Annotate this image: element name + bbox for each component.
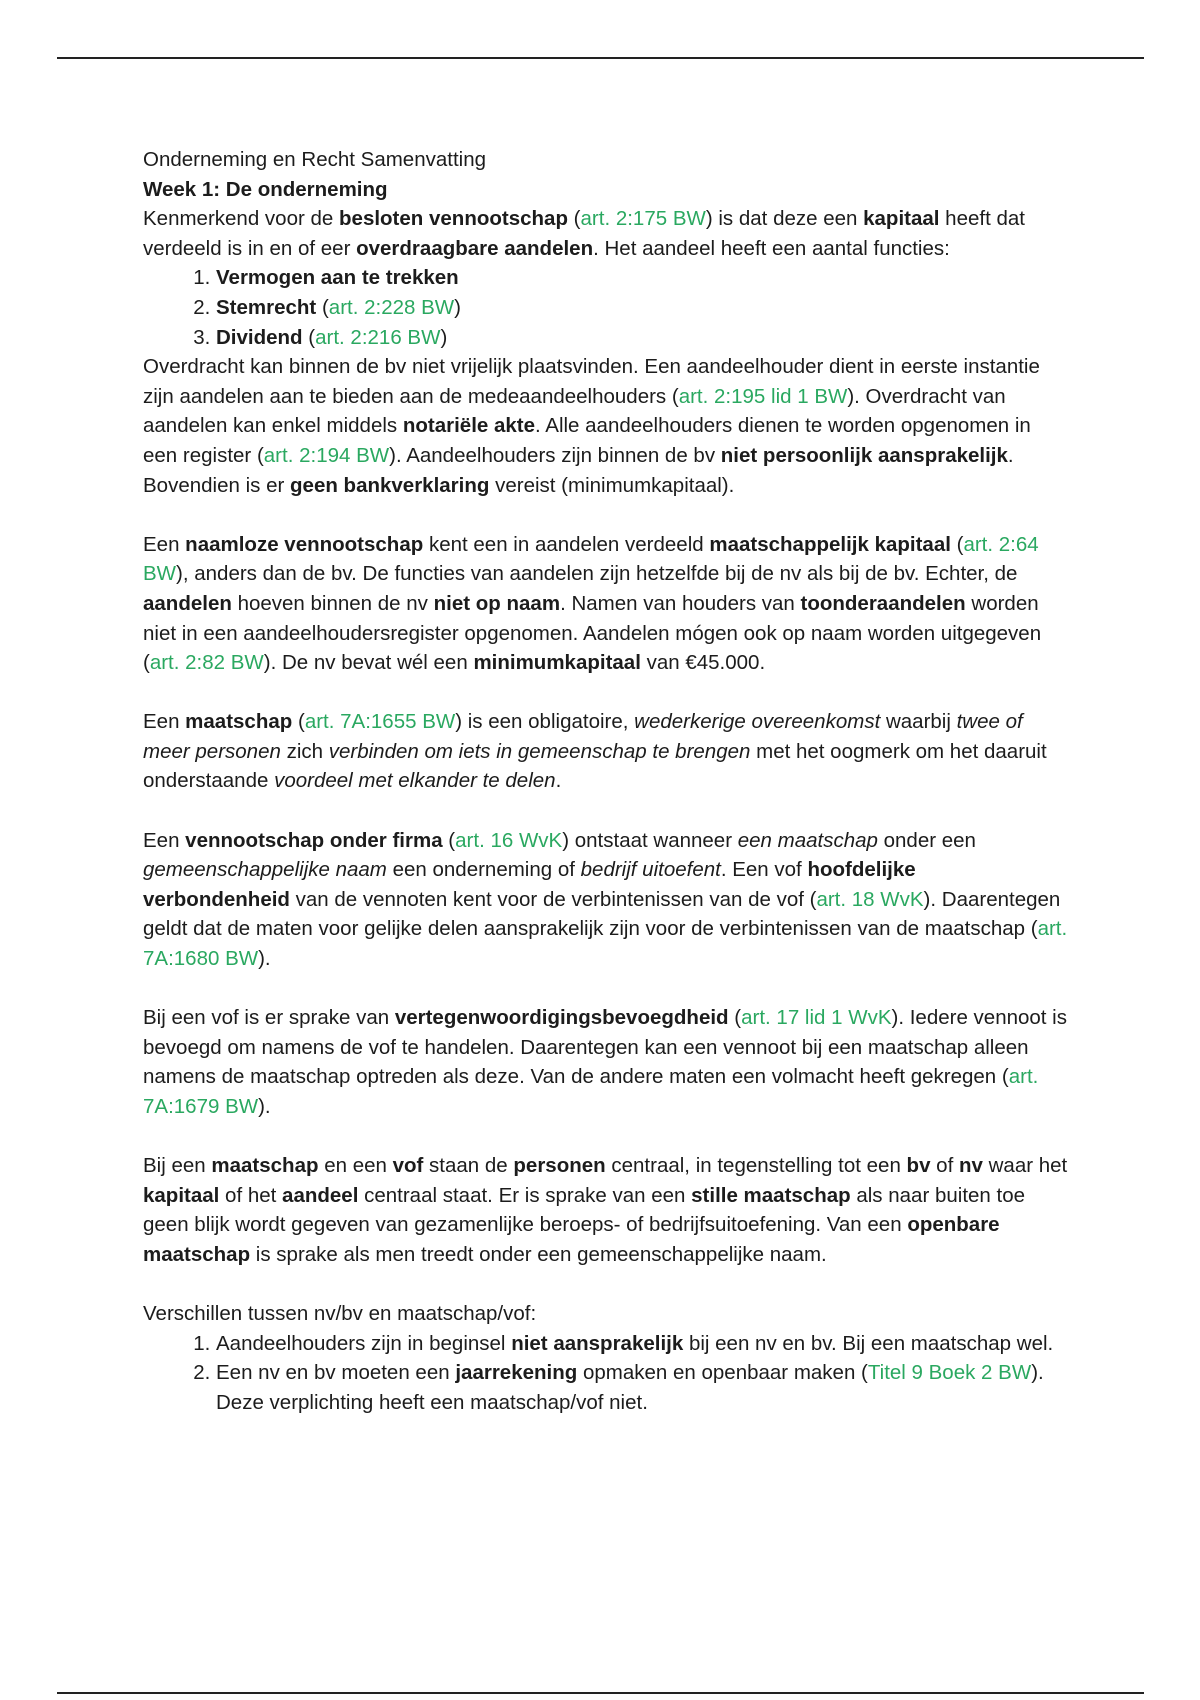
- text-run: heeft dat verdeeld is in en of eer: [143, 207, 1025, 260]
- law-reference: art. 2:216 BW: [315, 325, 441, 349]
- bold-term: bv: [906, 1154, 931, 1178]
- list-item: [216, 1329, 1068, 1359]
- text-run: bij een nv en bv. Bij een maatschap wel.: [683, 1331, 1054, 1355]
- text-run: ). Daarentegen geldt dat de maten voor gelijke delen aansprakelijk zijn voor de verbintenissen van de maatschap (: [143, 887, 1061, 941]
- bold-term: Vermogen aan te trekken: [216, 266, 459, 290]
- bold-term: Stemrecht: [216, 295, 317, 319]
- week-heading-text: Week 1: De onderneming: [143, 177, 388, 201]
- law-reference: art. 2:175 BW: [580, 207, 706, 231]
- italic-term: twee of meer personen: [143, 710, 1023, 763]
- footer-rule: [57, 1692, 1144, 1694]
- text-run: .: [555, 769, 562, 793]
- text-run: Aandeelhouders zijn in beginsel: [216, 1331, 512, 1355]
- text-run: (: [442, 828, 456, 852]
- law-reference: art. 17 lid 1 WvK: [741, 1006, 892, 1030]
- text-run: ) is een obligatoire,: [455, 710, 635, 734]
- text-run: . Het aandeel heeft een aantal functies:: [593, 236, 950, 260]
- text-run: (: [302, 325, 316, 349]
- text-run: Bij een vof is er sprake van: [143, 1006, 395, 1030]
- document-title: Onderneming en Recht Samenvatting: [143, 148, 487, 171]
- text-run: ). Deze verplichting heeft een maatschap/vof niet.: [216, 1361, 1044, 1414]
- text-run: ). Aandeelhouders zijn binnen de bv: [389, 443, 721, 467]
- text-run: . Een vof: [720, 858, 808, 882]
- bold-term: overdraagbare aandelen: [356, 236, 594, 260]
- text-run: met het oogmerk om het daaruit onderstaande: [143, 739, 1047, 793]
- text-run: centraal, in tegenstelling tot een: [605, 1154, 907, 1178]
- bold-term: Dividend: [216, 325, 303, 349]
- paragraph-gap: [143, 1122, 1068, 1152]
- law-reference: art. 7A:1655 BW: [304, 710, 456, 734]
- law-reference: art. 16 WvK: [455, 828, 563, 852]
- bold-term: minimumkapitaal: [473, 651, 641, 675]
- text-run: ) is dat deze een: [705, 207, 864, 231]
- bold-term: vertegenwoordigingsbevoegdheid: [394, 1006, 729, 1030]
- text-run: (: [728, 1006, 742, 1030]
- paragraph-vertegenwoordiging: [143, 1003, 1068, 1121]
- text-run: staan de: [423, 1154, 514, 1178]
- list-item: [216, 1358, 1068, 1417]
- paragraph-gap: [143, 974, 1068, 1004]
- text-run: Overdracht kan binnen de bv niet vrijelijk plaatsvinden. Een aandeelhouder dient in eerste instantie zijn aandelen aan te bieden aan de medeaandeelhouders (: [143, 355, 1040, 408]
- text-run: . Alle aandeelhouders dienen te worden opgenomen in een register (: [143, 414, 1031, 467]
- italic-term: bedrijf uitoefent: [580, 858, 721, 882]
- text-run: is sprake als men treedt onder een gemeenschappelijke naam.: [250, 1242, 827, 1266]
- text-run: ): [454, 295, 461, 319]
- text-run: en een: [318, 1154, 393, 1178]
- bold-term: vennootschap onder firma: [185, 828, 443, 852]
- text-run: van €45.000.: [640, 651, 766, 675]
- law-reference: art. 2:82 BW: [149, 651, 264, 675]
- law-reference: art. 7A:1680 BW: [143, 917, 1068, 971]
- bold-term: toonderaandelen: [800, 591, 966, 615]
- share-functions-list: [143, 263, 1068, 352]
- text-run: Een: [143, 710, 186, 734]
- bold-term: maatschappelijk kapitaal: [709, 532, 951, 556]
- text-run: ). De nv bevat wél een: [263, 651, 474, 675]
- text-run: ): [440, 325, 448, 349]
- text-run: onder een: [877, 828, 976, 852]
- paragraph-gap: [143, 500, 1068, 530]
- document-body: [143, 145, 1068, 1418]
- bold-term: niet persoonlijk aansprakelijk: [720, 443, 1008, 467]
- bold-term: jaarrekening: [455, 1361, 578, 1385]
- bold-term: kapitaal: [143, 1183, 220, 1207]
- text-run: hoeven binnen de nv: [231, 591, 434, 615]
- bold-term: personen: [513, 1154, 606, 1178]
- paragraph-gap: [143, 1270, 1068, 1300]
- text-run: (: [316, 295, 329, 319]
- text-run: als naar buiten toe geen blijk wordt gegeven van gezamenlijke beroeps- of bedrijfsuitoefening. Van een: [143, 1183, 1026, 1237]
- text-run: (: [567, 207, 581, 231]
- paragraph-vof: [143, 826, 1068, 974]
- paragraph-transfer: [143, 352, 1068, 500]
- law-reference: art. 7A:1679 BW: [143, 1065, 1039, 1118]
- bold-term: notariële akte: [402, 414, 536, 438]
- law-reference: art. 2:194 BW: [263, 443, 390, 467]
- paragraph-maatschap: [143, 707, 1068, 796]
- italic-term: voordeel met elkander te delen: [274, 769, 556, 793]
- bold-term: niet aansprakelijk: [511, 1331, 684, 1355]
- text-run: Kenmerkend voor de: [143, 207, 340, 231]
- bold-term: hoofdelijke verbondenheid: [143, 858, 916, 911]
- paragraph-nv: [143, 530, 1068, 678]
- text-run: Een: [143, 828, 186, 852]
- bold-term: stille maatschap: [691, 1183, 851, 1207]
- bold-term: aandelen: [143, 591, 232, 615]
- italic-term: een maatschap: [737, 828, 878, 852]
- text-run: vereist (minimumkapitaal).: [489, 473, 735, 497]
- text-run: ).: [258, 1095, 271, 1118]
- header-rule: [57, 57, 1144, 59]
- text-run: Een nv en bv moeten een: [216, 1361, 456, 1385]
- text-run: opmaken en openbaar maken (: [577, 1361, 868, 1385]
- list-item: [216, 293, 1068, 323]
- differences-intro: Verschillen tussen nv/bv en maatschap/vof:: [143, 1302, 537, 1326]
- text-run: . Namen van houders van: [560, 591, 801, 615]
- text-run: waarbij: [880, 710, 957, 734]
- text-run: waar het: [982, 1154, 1068, 1178]
- text-run: of: [930, 1154, 959, 1178]
- paragraph-bv: [143, 204, 1068, 263]
- text-run: zich: [280, 739, 329, 763]
- bold-term: openbare maatschap: [143, 1213, 1000, 1266]
- italic-term: verbinden om iets in gemeenschap te brengen: [328, 739, 751, 763]
- text-run: (: [292, 710, 305, 734]
- text-run: ). Overdracht van aandelen kan enkel middels: [143, 384, 1006, 438]
- text-run: ), anders dan de bv. De functies van aandelen zijn hetzelfde bij de nv als bij de bv. Echter, de: [176, 562, 1018, 586]
- differences-list: [143, 1329, 1068, 1418]
- text-run: van de vennoten kent voor de verbintenissen van de vof (: [289, 887, 817, 911]
- bold-term: maatschap: [185, 710, 293, 734]
- italic-term: wederkerige overeenkomst: [634, 710, 881, 734]
- law-reference: Titel 9 Boek 2 BW: [867, 1361, 1032, 1385]
- text-run: Bij een: [143, 1154, 212, 1178]
- text-run: ). Iedere vennoot is bevoegd om namens de vof te handelen. Daarentegen kan een vennoot bij een maatschap alleen namens de maatschap optreden als deze. Van de andere maten een volmacht heeft gekregen (: [143, 1006, 1067, 1089]
- text-run: (: [950, 532, 964, 556]
- text-run: centraal staat. Er is sprake van een: [358, 1183, 692, 1207]
- italic-term: gemeenschappelijke naam: [143, 858, 387, 882]
- bold-term: geen bankverklaring: [290, 473, 490, 497]
- paragraph-centraal: [143, 1151, 1068, 1269]
- law-reference: art. 2:228 BW: [328, 295, 455, 319]
- law-reference: art. 2:195 lid 1 BW: [678, 384, 848, 408]
- text-run: een onderneming of: [386, 858, 581, 882]
- text-run: kent een in aandelen verdeeld: [423, 532, 710, 556]
- text-run: ) ontstaat wanneer: [562, 828, 738, 852]
- text-run: worden niet in een aandeelhoudersregister opgenomen. Aandelen mógen ook op naam worden uitgegeven (: [143, 591, 1042, 675]
- text-run: of het: [219, 1183, 283, 1207]
- paragraph-gap: [143, 796, 1068, 826]
- law-reference: art. 18 WvK: [816, 887, 924, 911]
- bold-term: maatschap: [211, 1154, 319, 1178]
- bold-term: kapitaal: [863, 207, 940, 231]
- week-heading: [143, 175, 1068, 205]
- text-run: Een: [143, 532, 186, 556]
- bold-term: naamloze vennootschap: [185, 532, 424, 556]
- list-item: [216, 323, 1068, 353]
- text-run: . Bovendien is er: [143, 443, 1014, 497]
- list-item: [216, 263, 1068, 293]
- bold-term: besloten vennootschap: [339, 207, 568, 231]
- bold-term: vof: [392, 1154, 424, 1178]
- bold-term: niet op naam: [433, 591, 561, 615]
- law-reference: art. 2:64 BW: [143, 532, 1039, 586]
- paragraph-gap: [143, 678, 1068, 708]
- bold-term: nv: [958, 1154, 983, 1178]
- bold-term: aandeel: [282, 1183, 359, 1207]
- text-run: ).: [258, 947, 271, 971]
